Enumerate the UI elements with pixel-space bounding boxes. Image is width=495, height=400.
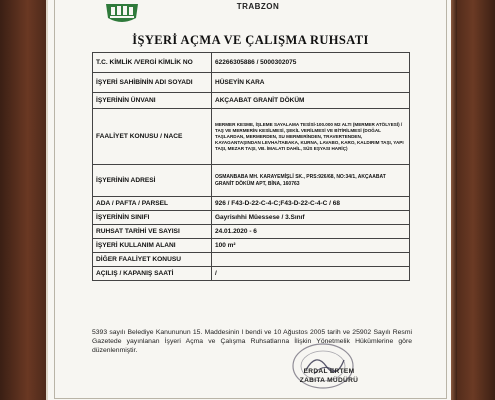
certificate-paper bbox=[46, 0, 455, 400]
table-row bbox=[93, 73, 410, 93]
table-row bbox=[93, 211, 410, 225]
row-label: İŞYERİNİN SINIFI bbox=[93, 211, 212, 225]
row-value: 926 / F43-D-22-C-4-C;F43-D-22-C-4-C / 68 bbox=[212, 197, 410, 211]
row-label: İŞYERİ SAHİBİNİN ADI SOYADI bbox=[93, 73, 212, 93]
row-label: FAALİYET KONUSU / NACE bbox=[93, 109, 212, 165]
row-label: ADA / PAFTA / PARSEL bbox=[93, 197, 212, 211]
table-row bbox=[93, 93, 410, 109]
row-value: / bbox=[212, 267, 410, 281]
row-label: T.C. KİMLİK /VERGİ KİMLİK NO bbox=[93, 53, 212, 73]
row-value: 62266305886 / 5000302075 bbox=[212, 53, 410, 73]
table-row bbox=[93, 239, 410, 253]
row-value: HÜSEYİN KARA bbox=[212, 73, 410, 93]
row-label: İŞYERİNİN ÜNVANI bbox=[93, 93, 212, 109]
row-value: MERMER KESME, İŞLEME SAYALAMA TESİSİ-100.000 M2 ALTI (MERMER ATÖLYESİ) / TAŞ VE MERMERİN KESİLMESİ, ŞEKİL VERİLMESİ VE BİTİRİLMESİ (DOĞAL TAŞLARDAN, MERMERDEN, SU MERMERİNDEN, TRAVERTENDEN, KAYAGANTAŞINDAN LEVHA/TABAKA, KURNA, LAVABO, KARO, KALDIRIM TAŞI, YAPI TAŞI, MEZAR TAŞI, VB. İMALATI DAHİL, SÜS EŞYASI HARİÇ) bbox=[212, 109, 410, 165]
table-row bbox=[93, 109, 410, 165]
row-label: İŞYERİNİN ADRESİ bbox=[93, 165, 212, 197]
legal-footer-text: 5393 sayılı Belediye Kanununun 15. Maddesinin l bendi ve 10 Ağustos 2005 tarih ve 25902 Sayılı Resmi Gazetede yayınlanan İşyeri Açma ve Çalışma Ruhsatlarına İlişkin Yönetmelik Hükümlerine göre düzenlenmiştir. bbox=[92, 329, 412, 354]
row-label: RUHSAT TARİHİ VE SAYISI bbox=[93, 225, 212, 239]
city-name: TRABZON bbox=[236, 2, 280, 11]
row-value: Gayrisıhhi Müessese / 3.Sınıf bbox=[212, 211, 410, 225]
row-value: OSMANBABA MH. KARAYEMİŞLİ SK., PRS:926/68, NO:34/1, AKÇAABAT GRANİT DÖKÜM APT, BİNA, 160763 bbox=[212, 165, 410, 197]
row-label: AÇILIŞ / KAPANIŞ SAATİ bbox=[93, 267, 212, 281]
row-value bbox=[212, 253, 410, 267]
table-row bbox=[93, 225, 410, 239]
frame-right-bevel bbox=[451, 0, 457, 400]
table-row bbox=[93, 197, 410, 211]
frame-right-edge bbox=[451, 0, 495, 400]
table-row bbox=[93, 165, 410, 197]
table-row bbox=[93, 53, 410, 73]
row-value: 24.01.2020 - 6 bbox=[212, 225, 410, 239]
municipality-emblem-icon bbox=[102, 0, 142, 24]
table-row bbox=[93, 267, 410, 281]
signer-name: ERDAL ERTEM bbox=[303, 368, 355, 375]
signer-title: ZABITA MÜDÜRÜ bbox=[299, 377, 359, 384]
license-info-table bbox=[92, 52, 410, 281]
row-value: 100 m² bbox=[212, 239, 410, 253]
frame-left-edge bbox=[0, 0, 46, 400]
row-label: İŞYERİ KULLANIM ALANI bbox=[93, 239, 212, 253]
row-label: DİĞER FAALİYET KONUSU bbox=[93, 253, 212, 267]
document-title: İŞYERİ AÇMA VE ÇALIŞMA RUHSATI bbox=[132, 33, 369, 47]
row-value: AKÇAABAT GRANİT DÖKÜM bbox=[212, 93, 410, 109]
official-seal-stamp bbox=[286, 340, 360, 392]
table-row bbox=[93, 253, 410, 267]
